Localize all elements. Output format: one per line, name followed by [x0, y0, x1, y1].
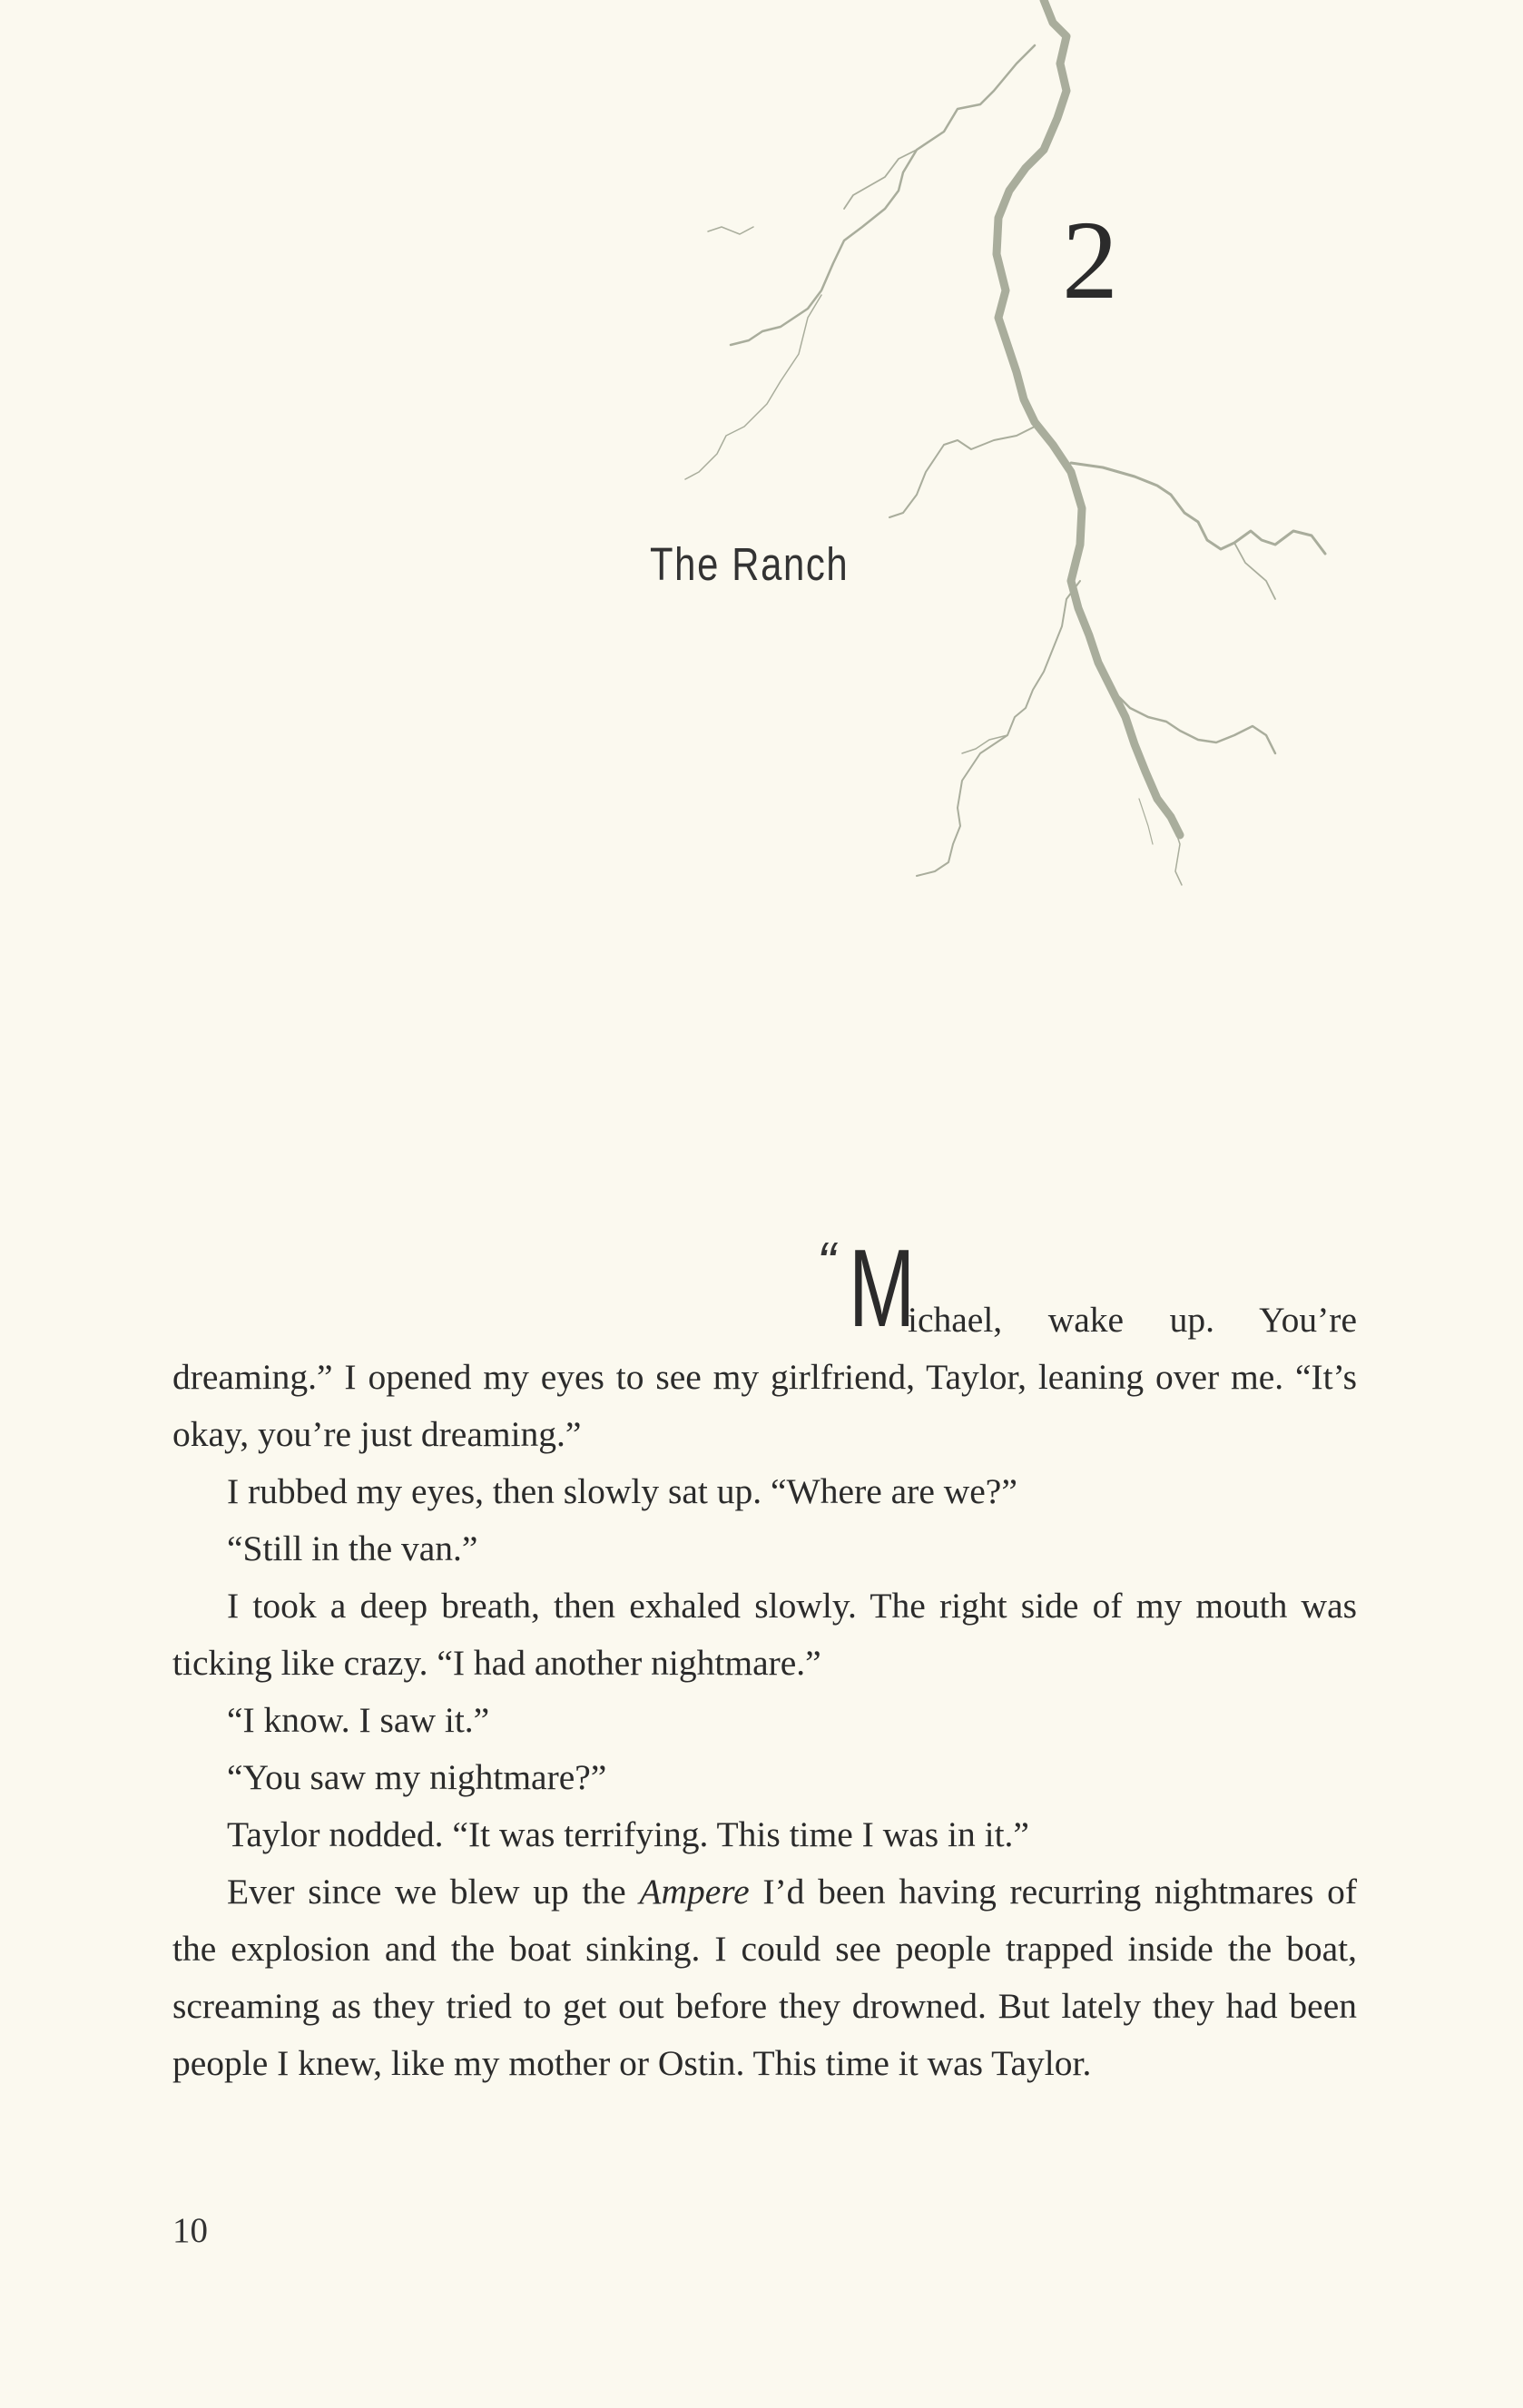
opening-quote-mark: “ — [817, 1232, 836, 1294]
paragraph-1: dreaming.” I opened my eyes to see my girlfriend, Taylor, leaning over me. “It’s okay, you’re just dreaming.” — [172, 1357, 1357, 1454]
chapter-title: The Ranch — [650, 538, 850, 590]
paragraph-8 — [172, 1863, 1357, 2092]
opener-line-text: ichael, wake up. You’re — [908, 1300, 1357, 1340]
paragraph-2: I rubbed my eyes, then slowly sat up. “Where are we?” — [227, 1471, 1017, 1511]
paragraph-4: I took a deep breath, then exhaled slowly. The right side of my mouth was ticking like crazy. “I had another nightmare.” — [172, 1586, 1357, 1683]
page-number: 10 — [172, 2211, 208, 2250]
paragraph-6: “You saw my nightmare?” — [227, 1757, 607, 1797]
paragraph-3: “Still in the van.” — [227, 1528, 478, 1568]
paragraph-7: Taylor nodded. “It was terrifying. This time I was in it.” — [227, 1814, 1029, 1854]
chapter-opener-line — [172, 1226, 1357, 1350]
paragraph-8-after: I’d been having recurring nightmares of the explosion and the boat sinking. I could see people trapped inside the boat, screaming as they tried to get out before they drowned. But lately they had been people I knew, like my mother or Ostin. This time it was Taylor. — [172, 1872, 1357, 2083]
lightning-bolt-illustration — [0, 0, 1523, 998]
paragraph-8-before: Ever since we blew up the — [227, 1872, 640, 1912]
ship-name-ampere: Ampere — [639, 1872, 750, 1912]
paragraph-5: “I know. I saw it.” — [227, 1700, 490, 1740]
chapter-number: 2 — [1062, 198, 1118, 322]
drop-cap-letter: M — [849, 1226, 916, 1350]
chapter-body — [172, 1226, 1357, 2092]
